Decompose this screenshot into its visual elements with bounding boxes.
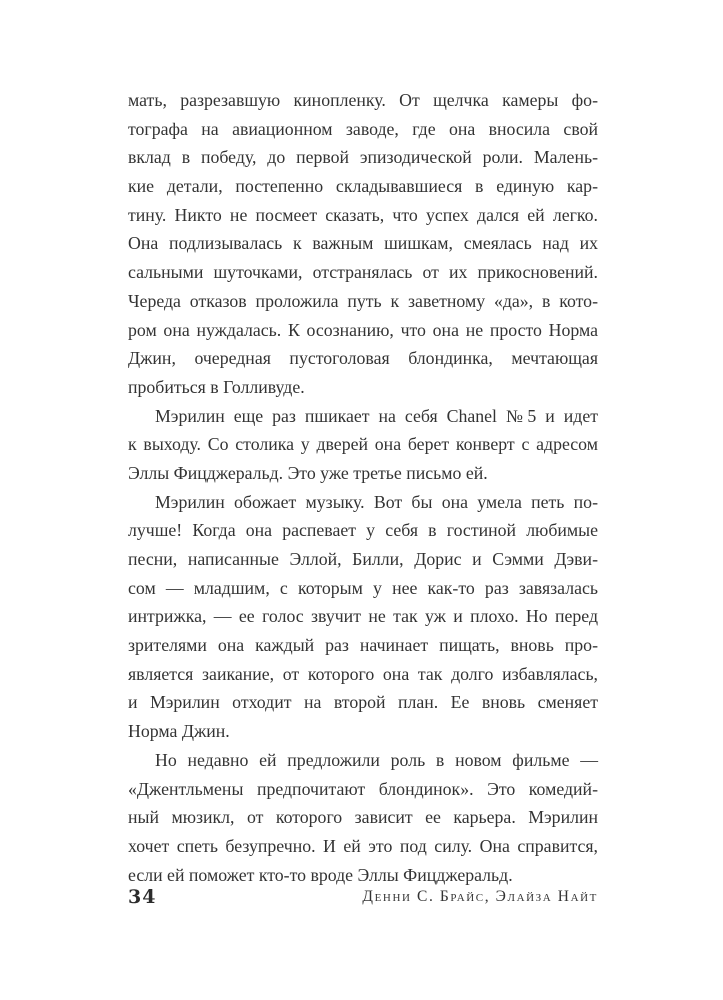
text-line: Эллы Фицджеральд. Это уже третье письмо ей. (128, 462, 488, 483)
page-number: 34 (128, 886, 157, 908)
text-line: песни, написанные Эллой, Билли, Дорис и Сэмми Дэви- (128, 549, 598, 569)
text-line: «Джентльмены предпочитают блондинок». Это комедий- (128, 778, 598, 799)
text-line: ром она нуждалась. К осознанию, что она не просто Норма (128, 319, 598, 340)
text-line: если ей поможет кто-то вроде Эллы Фицджеральд. (128, 864, 513, 885)
text-line: и Мэрилин отходит на второй план. Ее вновь сменяет (128, 692, 598, 713)
text-line: вклад в победу, до первой эпизодической роли. Малень- (128, 147, 598, 168)
text-line: Джин, очередная пустоголовая блондинка, мечтающая (128, 348, 598, 369)
text-line: Она подлизывалась к важным шишкам, смеялась над их (128, 233, 598, 254)
text-line: тину. Никто не посмеет сказать, что успех дался ей легко. (128, 204, 598, 225)
text-line: ный мюзикл, от которого зависит ее карьера. Мэрилин (128, 807, 598, 828)
text-line: сом — младшим, с которым у нее как-то раз завязалась (128, 577, 598, 598)
text-line: Череда отказов проложила путь к заветному «да», в кото- (128, 290, 598, 311)
text-line: кие детали, постепенно складывавшиеся в единую кар- (128, 176, 598, 197)
text-line: интрижка, — ее голос звучит не так уж и плохо. Но перед (128, 606, 598, 627)
text-line: сальными шуточками, отстранялась от их прикосновений. (128, 262, 598, 283)
body-text (128, 86, 598, 889)
text-line: является заикание, от которого она так долго избавлялась, (128, 663, 598, 684)
running-head: Денни С. Брайс, Элайза Найт (362, 888, 598, 905)
text-line: Мэрилин обожает музыку. Вот бы она умела петь по- (155, 491, 598, 512)
text-line: тографа на авиационном заводе, где она вносила свой (128, 118, 598, 139)
text-line: Норма Джин. (128, 721, 230, 742)
text-line: к выходу. Со столика у дверей она берет конверт с адресом (128, 434, 598, 455)
text-line: лучше! Когда она распевает у себя в гостиной любимые (128, 520, 598, 541)
text-line: мать, разрезавшую кинопленку. От щелчка камеры фо- (128, 90, 598, 110)
text-line: хочет спеть безупречно. И ей это под силу. Она справится, (128, 835, 598, 856)
text-line: пробиться в Голливуде. (128, 376, 305, 397)
page-footer (128, 886, 598, 916)
text-line: Но недавно ей предложили роль в новом фильме — (155, 749, 598, 770)
text-line: Мэрилин еще раз пшикает на себя Chanel №5 и идет (155, 405, 598, 426)
text-line: зрителями она каждый раз начинает пищать, вновь про- (128, 635, 598, 656)
